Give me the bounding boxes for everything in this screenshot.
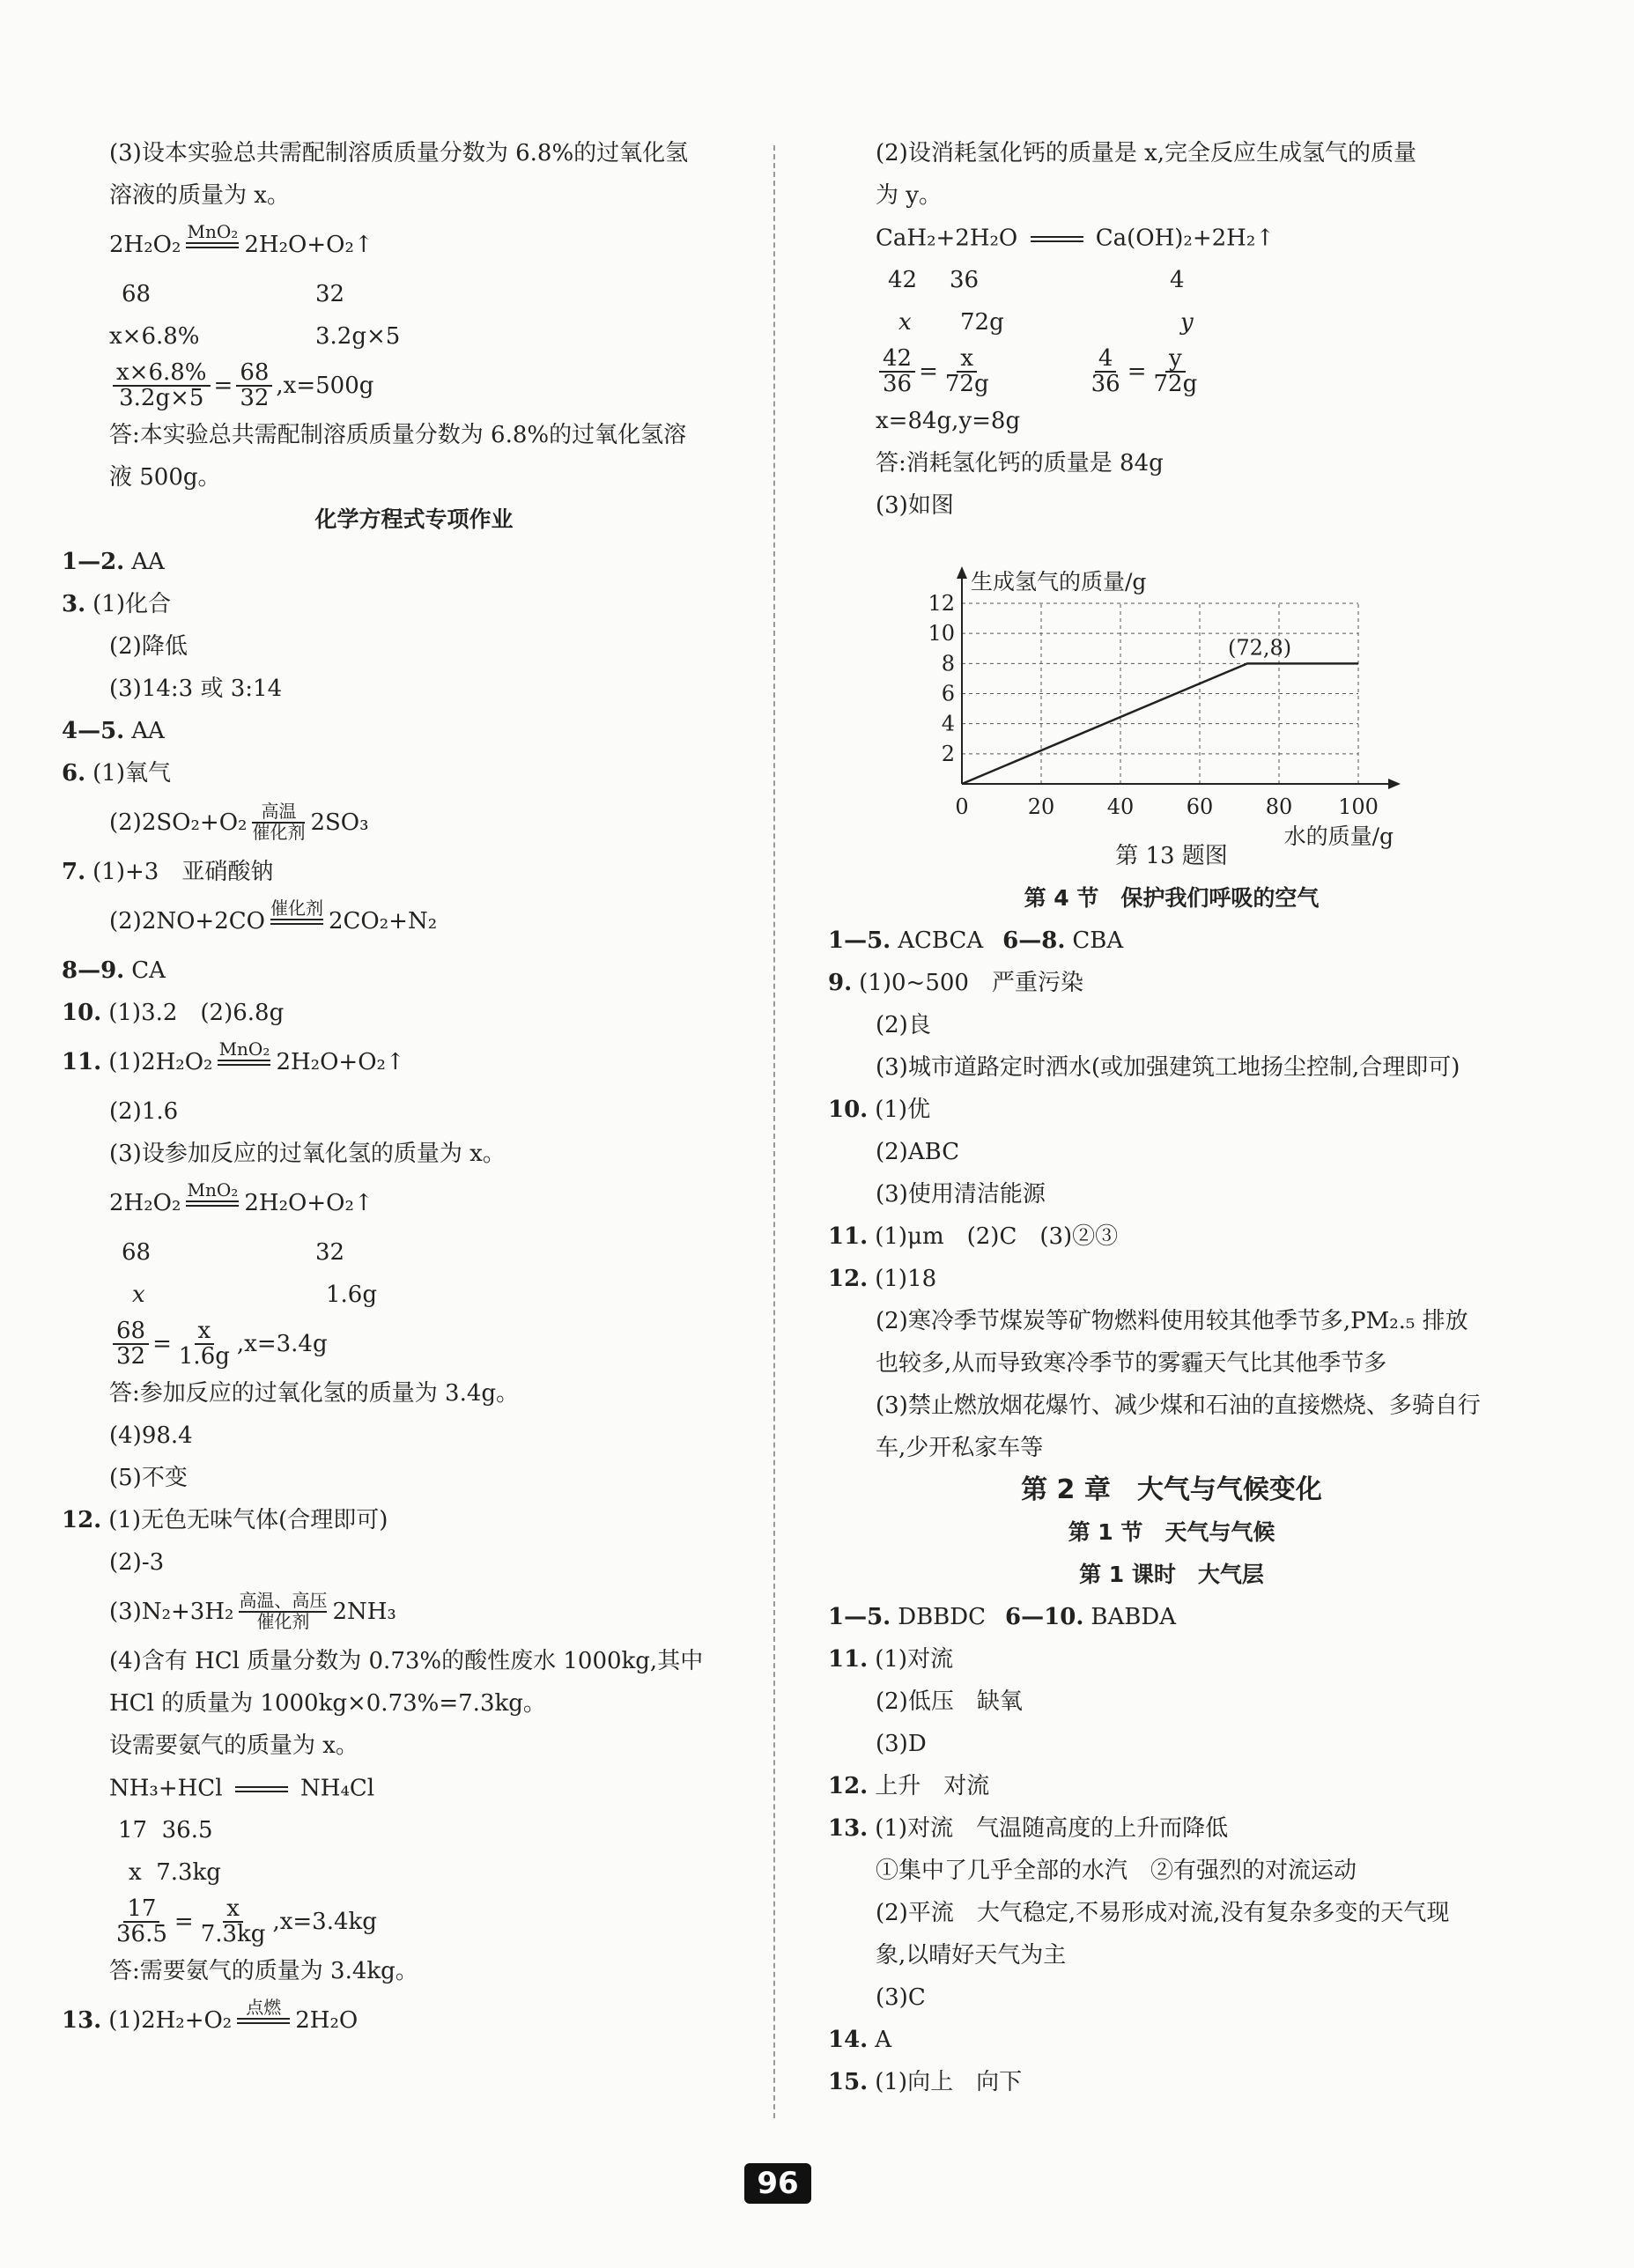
fraction — [197, 1897, 270, 1947]
fraction — [113, 358, 211, 411]
question-number: 1—5. — [828, 1604, 891, 1630]
eq-condition — [237, 1998, 290, 2043]
answer-text: CBA — [1072, 927, 1124, 954]
fraction — [113, 1897, 171, 1947]
answer-row — [828, 1638, 1515, 1681]
answer-text: (3)D — [876, 1731, 927, 1757]
eq-lhs: NH₃+HCl — [109, 1775, 223, 1802]
mass-row — [828, 301, 1515, 344]
answer-text: (1)3.2 (2)6.8g — [108, 1000, 285, 1026]
denominator: 7.3kg — [200, 1921, 266, 1947]
mass-value: x — [132, 1282, 145, 1308]
answer-text: 车,少开私家车等 — [876, 1435, 1044, 1461]
eq-condition — [1031, 217, 1083, 262]
mass-row — [62, 1274, 766, 1316]
question-number: 6—8. — [1002, 927, 1066, 954]
answer-row — [828, 920, 1515, 962]
x-tick-label: 60 — [1186, 794, 1214, 819]
equation — [62, 1584, 766, 1640]
answer-row — [62, 541, 766, 583]
answer-text: (2)-3 — [109, 1549, 165, 1576]
mass-row — [62, 1231, 766, 1274]
equation — [62, 1767, 766, 1809]
answer-row — [828, 2061, 1515, 2103]
mass-value: 68 — [122, 281, 152, 307]
numerator: x — [223, 1897, 243, 1923]
y-tick-label: 6 — [941, 681, 955, 706]
answer-row — [828, 962, 1515, 1004]
numerator: 17 — [123, 1897, 159, 1923]
right-column — [828, 132, 1515, 2103]
eq-cond-top: MnO₂ — [218, 1038, 270, 1060]
question-number: 12. — [62, 1507, 102, 1533]
eq-lhs: (3)N₂+3H₂ — [109, 1599, 234, 1625]
question-number: 4—5. — [62, 718, 125, 744]
answer-text: (1)化合 — [92, 591, 171, 617]
answer-row — [62, 949, 766, 992]
question-number: 6—10. — [1005, 1604, 1084, 1630]
answer-text: (2)低压 缺氧 — [876, 1688, 1023, 1715]
answer-text: 象,以晴好天气为主 — [876, 1942, 1067, 1969]
answer-text: (1)μm (2)C (3)②③ — [875, 1223, 1119, 1250]
page-number: 96 — [744, 2163, 811, 2204]
answer-text: (1)对流 气温随高度的上升而降低 — [875, 1815, 1229, 1842]
eq-lhs: 2H₂O₂ — [109, 1190, 181, 1216]
answer-text: (5)不变 — [109, 1465, 188, 1491]
x-tick-label: 100 — [1338, 794, 1379, 819]
equation — [62, 794, 766, 851]
question-number: 12. — [828, 1266, 869, 1292]
answer-text: 答:需要氨气的质量为 3.4kg。 — [109, 1958, 418, 1984]
question-number: 6. — [62, 760, 86, 787]
mass-row: 17 36.5 — [118, 1817, 213, 1843]
answer-text: (1)18 — [875, 1266, 937, 1292]
answer-row — [828, 1596, 1515, 1638]
question-number: 8—9. — [62, 957, 125, 984]
mass-value: 32 — [315, 281, 345, 307]
chapter-title: 第 2 章 大气与气候变化 — [1021, 1474, 1322, 1505]
question-number: 15. — [828, 2069, 869, 2095]
answer-text: (3)如图 — [876, 492, 954, 519]
mass-value: 3.2g×5 — [315, 323, 401, 350]
answer-text: (3)设参加反应的过氧化氢的质量为 x。 — [109, 1141, 506, 1167]
eq-bar — [218, 1060, 270, 1066]
proportion: $\frac{68}{32}$ = $\frac{x}{1.6g}$ ,x=3.4g — [62, 1316, 766, 1372]
answer-row — [828, 1807, 1515, 1850]
result: ,x=3.4kg — [272, 1909, 377, 1935]
hydrogen-mass-chart — [916, 559, 1409, 850]
y-axis-arrow — [957, 566, 967, 579]
answer-text: HCl 的质量为 1000kg×0.73%=7.3kg。 — [109, 1690, 546, 1717]
numerator: x — [957, 347, 977, 373]
point-annotation: (72,8) — [1228, 635, 1292, 661]
eq-condition — [252, 802, 305, 843]
eq-lhs: CaH₂+2H₂O — [876, 225, 1018, 252]
column-divider — [773, 145, 775, 2118]
answer-row — [828, 1258, 1515, 1300]
eq-condition — [235, 1767, 288, 1812]
answer-text: (1)0~500 严重污染 — [859, 970, 1083, 996]
answer-text: (2)降低 — [109, 633, 188, 660]
answer-text: 答:消耗氢化钙的质量是 84g — [876, 450, 1164, 477]
eq-condition — [186, 220, 239, 268]
proportion: $\frac{17}{36.5}$ = $\frac{x}{7.3kg}$ ,x=3.4kg — [62, 1894, 766, 1950]
answer-text: (3)城市道路定时洒水(或加强建筑工地扬尘控制,合理即可) — [876, 1054, 1460, 1081]
x-axis-label: 水的质量/g — [1283, 824, 1394, 849]
answer-row — [62, 710, 766, 752]
chart-caption: 第 13 题图 — [1115, 843, 1228, 869]
eq-rhs: 2H₂O+O₂↑ — [244, 1190, 373, 1216]
eq-rhs: 2H₂O+O₂↑ — [244, 232, 373, 258]
y-tick-label: 12 — [928, 591, 955, 616]
y-tick-label: 10 — [928, 621, 955, 646]
question-number: 3. — [62, 591, 86, 617]
answer-row — [828, 1765, 1515, 1807]
question-number: 11. — [828, 1646, 869, 1673]
eq-condition — [270, 899, 323, 944]
equation — [62, 893, 766, 949]
eq-lhs: (1)2H₂O₂ — [108, 1049, 213, 1075]
answer-row — [62, 583, 766, 625]
answer-text: (1)无色无味气体(合理即可) — [108, 1507, 388, 1533]
mass-value: 4 — [1170, 267, 1185, 293]
mass-value: x×6.8% — [109, 323, 200, 350]
answer-text: 上升 对流 — [875, 1773, 990, 1799]
answer-row — [62, 851, 766, 893]
eq-lhs: (1)2H₂+O₂ — [108, 2007, 233, 2034]
answer-text: AA — [131, 549, 165, 575]
eq-bar — [235, 1786, 288, 1792]
answer-text: (1)对流 — [875, 1646, 954, 1673]
denominator: 36.5 — [116, 1921, 167, 1947]
mass-row — [62, 273, 766, 315]
mass-value: y — [1180, 309, 1194, 336]
answer-text: (3)禁止燃放烟花爆竹、减少煤和石油的直接燃烧、多骑自行 — [876, 1393, 1481, 1419]
answer-text: (3)使用清洁能源 — [876, 1181, 1046, 1208]
mass-value: 1.6g — [326, 1282, 377, 1308]
eq-rhs: 2H₂O — [295, 2007, 359, 2034]
result: x=84g,y=8g — [876, 408, 1021, 434]
x-axis-arrow — [1388, 779, 1401, 789]
answer-row — [828, 1215, 1515, 1258]
eq-cond-top: 高温 — [261, 801, 297, 822]
denominator: 36 — [1091, 371, 1120, 397]
answer: 液 500g。 — [109, 464, 221, 491]
numerator: 42 — [879, 347, 915, 373]
answer-text: (2)寒冷季节煤炭等矿物燃料使用较其他季节多,PM₂.₅ 排放 — [876, 1308, 1468, 1334]
eq-cond-bottom: 催化剂 — [252, 822, 306, 843]
eq-rhs: 2H₂O+O₂↑ — [276, 1049, 405, 1075]
text-line: 为 y。 — [876, 182, 942, 209]
mass-row — [62, 315, 766, 358]
mass-value: 32 — [315, 1239, 345, 1266]
y-tick-label: 4 — [941, 711, 955, 736]
text-line: 溶液的质量为 x。 — [109, 182, 290, 209]
numerator: y — [1165, 347, 1186, 373]
eq-bar — [270, 919, 323, 925]
fraction — [175, 1319, 233, 1370]
denominator: 72g — [1153, 371, 1198, 397]
answer-row — [62, 752, 766, 794]
numerator: x — [195, 1319, 215, 1345]
section-title: 第 1 节 天气与气候 — [1068, 1519, 1275, 1545]
fraction — [236, 358, 272, 411]
equation — [62, 1034, 766, 1090]
denominator: 32 — [116, 1343, 146, 1370]
eq-rhs: NH₄Cl — [300, 1775, 375, 1802]
numerator: x×6.8% — [113, 361, 211, 387]
section-title: 化学方程式专项作业 — [314, 506, 514, 532]
denominator: 1.6g — [178, 1343, 230, 1370]
answer-text: BABDA — [1091, 1604, 1176, 1630]
answer-text: (1)氧气 — [92, 760, 171, 787]
question-number: 10. — [62, 1000, 102, 1026]
equation — [62, 1992, 766, 2049]
equation — [828, 217, 1515, 259]
question-number: 14. — [828, 2027, 869, 2053]
mass-value: 42 — [888, 267, 918, 293]
eq-condition — [239, 1592, 327, 1632]
denominator: 72g — [944, 371, 989, 397]
question-number: 9. — [828, 970, 853, 996]
answer-text: ACBCA — [898, 927, 984, 954]
eq-cond-top: 点燃 — [246, 1996, 282, 2018]
answer-row — [62, 1499, 766, 1541]
answer-text: AA — [131, 718, 165, 744]
result: ,x=500g — [276, 373, 374, 399]
eq-cond-top: MnO₂ — [187, 220, 239, 242]
y-tick-label: 8 — [941, 651, 955, 676]
answer-text: ①集中了几乎全部的水汽 ②有强烈的对流运动 — [876, 1858, 1357, 1884]
answer-text: (2)平流 大气稳定,不易形成对流,没有复杂多变的天气现 — [876, 1900, 1450, 1926]
eq-cond-top: 高温、高压 — [239, 1590, 328, 1611]
mass-row — [828, 259, 1515, 301]
text-line: (2)设消耗氢化钙的质量是 x,完全反应生成氢气的质量 — [876, 140, 1417, 166]
equation — [62, 217, 766, 273]
answer-row — [828, 2019, 1515, 2061]
x-tick-label: 40 — [1106, 794, 1135, 819]
fraction — [1150, 344, 1201, 397]
proportion: $\frac{42}{36}$ = $\frac{x}{72g}$ $\frac{4}{36}$ = $\frac{y}{72g}$ — [828, 344, 1515, 400]
answer-text: (3)14:3 或 3:14 — [109, 676, 283, 702]
eq-bar — [186, 242, 239, 248]
answer-text: (2)良 — [876, 1012, 931, 1038]
question-number: 12. — [828, 1773, 869, 1799]
eq-rhs: Ca(OH)₂+2H₂↑ — [1095, 225, 1275, 252]
answer-text: 设需要氨气的质量为 x。 — [109, 1732, 359, 1759]
eq-cond-bottom: 催化剂 — [256, 1611, 310, 1632]
proportion: $\frac{x\times 6.8\%}{3.2g\times 5}$ = $\frac{68}{32}$ ,x=500g — [62, 358, 766, 414]
answer-text: (1)向上 向下 — [875, 2069, 1023, 2095]
fraction — [879, 344, 915, 397]
answer-row — [62, 992, 766, 1034]
result: ,x=3.4g — [236, 1331, 328, 1357]
eq-rhs: 2CO₂+N₂ — [328, 908, 438, 935]
x-tick-label: 0 — [955, 794, 969, 819]
answer-text: (2)1.6 — [109, 1098, 179, 1125]
eq-lhs: (2)2NO+2CO — [109, 908, 265, 935]
answer-text: DBBDC — [898, 1604, 987, 1630]
question-number: 11. — [828, 1223, 869, 1250]
answer-text: CA — [131, 957, 166, 984]
eq-rhs: 2SO₃ — [310, 809, 369, 836]
eq-bar — [186, 1200, 239, 1207]
question-number: 13. — [62, 2007, 102, 2034]
answer-text: (2)ABC — [876, 1139, 960, 1165]
eq-cond-top: 催化剂 — [270, 897, 323, 919]
x-tick-label: 20 — [1027, 794, 1055, 819]
question-number: 13. — [828, 1815, 869, 1842]
eq-bar — [237, 2018, 290, 2024]
denominator: 32 — [240, 385, 270, 411]
question-number: 11. — [62, 1049, 102, 1075]
answer-row — [828, 1089, 1515, 1131]
text-line: (3)设本实验总共需配制溶质质量分数为 6.8%的过氧化氢 — [109, 140, 689, 166]
mass-value: x — [898, 309, 912, 336]
answer-text: 答:参加反应的过氧化氢的质量为 3.4g。 — [109, 1380, 520, 1407]
y-tick-label: 2 — [941, 741, 955, 766]
mass-value: 36 — [950, 267, 980, 293]
answer: 答:本实验总共需配制溶质质量分数为 6.8%的过氧化氢溶 — [109, 422, 687, 448]
numerator: 4 — [1095, 347, 1117, 373]
eq-lhs: 2H₂O₂ — [109, 232, 181, 258]
equation — [62, 1175, 766, 1231]
y-axis-label: 生成氢气的质量/g — [971, 569, 1147, 595]
numerator: 68 — [113, 1319, 149, 1345]
denominator: 3.2g×5 — [119, 385, 204, 411]
answer-text: A — [875, 2027, 892, 2053]
answer-text: 也较多,从而导致寒冷季节的雾霾天气比其他季节多 — [876, 1350, 1387, 1377]
question-number: 7. — [62, 859, 86, 885]
mass-row: x 7.3kg — [129, 1859, 221, 1886]
eq-lhs: (2)2SO₂+O₂ — [109, 809, 248, 836]
eq-bar — [1031, 236, 1083, 242]
fraction — [113, 1319, 149, 1370]
section-title: 第 4 节 保护我们呼吸的空气 — [1024, 885, 1320, 911]
mass-value: 68 — [122, 1239, 152, 1266]
eq-condition — [186, 1178, 239, 1226]
left-column — [62, 132, 766, 2049]
answer-text: (1)+3 亚硝酸钠 — [92, 859, 274, 885]
lesson-title: 第 1 课时 大气层 — [1079, 1562, 1264, 1587]
denominator: 36 — [883, 371, 913, 397]
question-number: 1—2. — [62, 549, 125, 575]
answer-text: (4)98.4 — [109, 1422, 193, 1449]
x-tick-label: 80 — [1265, 794, 1293, 819]
fraction — [942, 344, 993, 397]
answer-text: (3)C — [876, 1984, 926, 2011]
eq-rhs: 2NH₃ — [332, 1599, 396, 1625]
fraction — [1088, 344, 1124, 397]
eq-cond-top: MnO₂ — [187, 1178, 239, 1200]
answer-text: (1)优 — [875, 1097, 931, 1123]
eq-condition — [218, 1040, 270, 1085]
numerator: 68 — [236, 361, 272, 387]
question-number: 1—5. — [828, 927, 891, 954]
question-number: 10. — [828, 1097, 869, 1123]
answer-text: (4)含有 HCl 质量分数为 0.73%的酸性废水 1000kg,其中 — [109, 1648, 704, 1674]
mass-value: 72g — [960, 309, 1004, 336]
